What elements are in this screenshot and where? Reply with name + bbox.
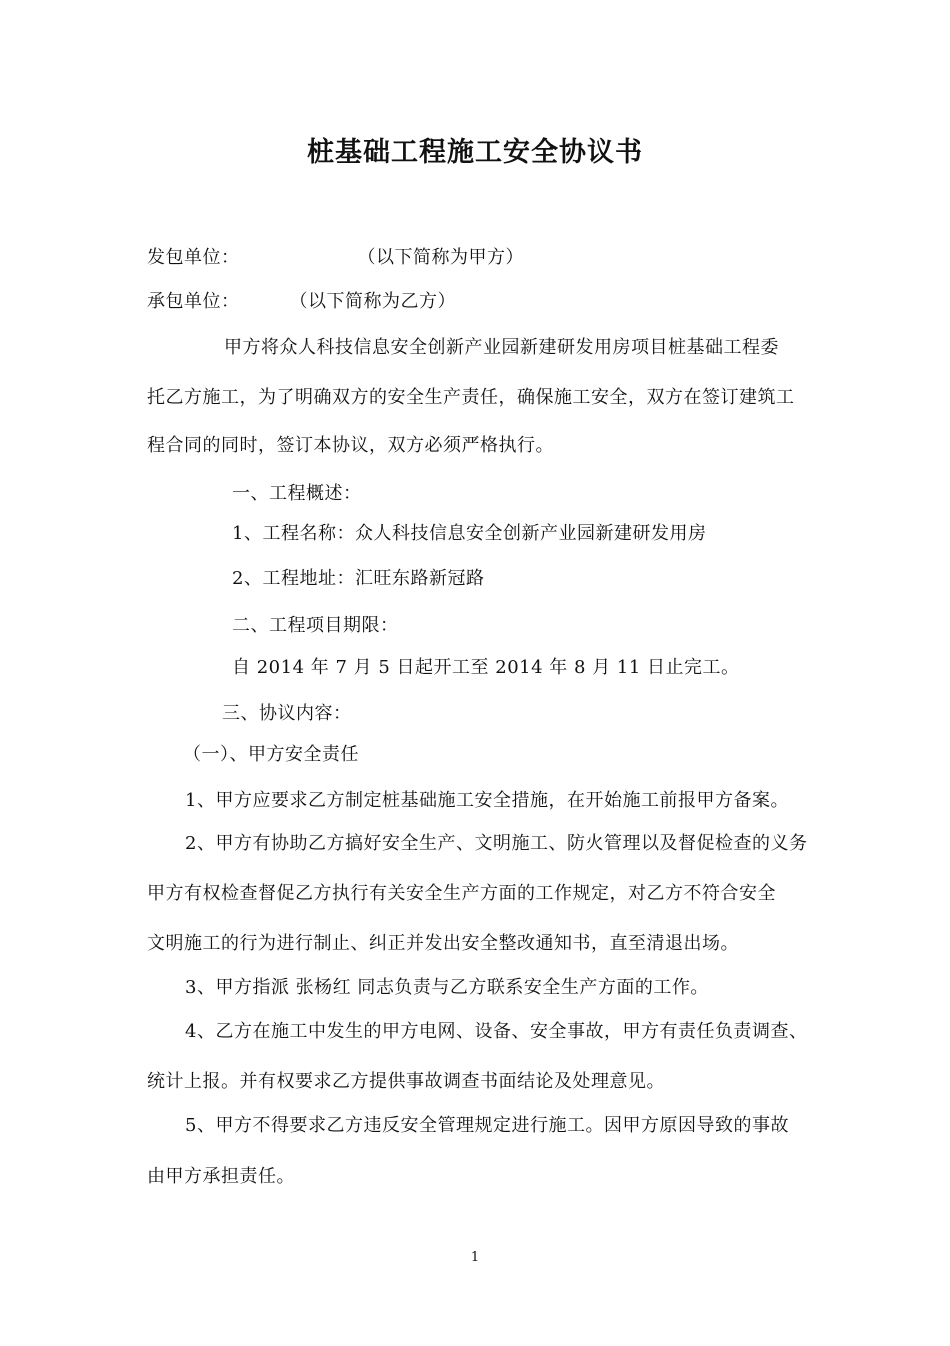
subsection1-heading: （一）、甲方安全责任 <box>183 744 359 765</box>
project-name: 1、工程名称：众人科技信息安全创新产业园新建研发用房 <box>232 523 707 544</box>
clause-2-line-2: 甲方有权检查督促乙方执行有关安全生产方面的工作规定，对乙方不符合安全 <box>147 883 776 904</box>
intro-line-3: 程合同的同时，签订本协议，双方必须严格执行。 <box>147 435 554 456</box>
party-b-label: 承包单位： <box>147 291 240 312</box>
section3-heading: 三、协议内容： <box>222 703 352 724</box>
party-b-line <box>147 290 456 314</box>
clause-3: 3、甲方指派 张杨红 同志负责与乙方联系安全生产方面的工作。 <box>185 977 709 998</box>
project-period: 自 2014 年 7 月 5 日起开工至 2014 年 8 月 11 日止完工。 <box>232 657 740 678</box>
party-b-note: （以下简称为乙方） <box>289 291 456 312</box>
section2-heading: 二、工程项目期限： <box>232 615 399 636</box>
party-a-note: （以下简称为甲方） <box>357 247 524 268</box>
section1-heading: 一、工程概述： <box>232 483 362 504</box>
page-number: 1 <box>470 1250 480 1265</box>
intro-line-1: 甲方将众人科技信息安全创新产业园新建研发用房项目桩基础工程委 <box>224 337 779 358</box>
clause-4-line-2: 统计上报。并有权要求乙方提供事故调查书面结论及处理意见。 <box>147 1071 665 1092</box>
project-address: 2、工程地址：汇旺东路新冠路 <box>232 568 485 589</box>
party-a-label: 发包单位： <box>147 247 240 268</box>
clause-5-line-2: 由甲方承担责任。 <box>147 1166 295 1187</box>
clause-4-line-1: 4、乙方在施工中发生的甲方电网、设备、安全事故，甲方有责任负责调查、 <box>185 1021 808 1042</box>
clause-2-line-1: 2、甲方有协助乙方搞好安全生产、文明施工、防火管理以及督促检查的义务 <box>185 833 808 854</box>
document-title: 桩基础工程施工安全协议书 <box>307 137 643 168</box>
clause-5-line-1: 5、甲方不得要求乙方违反安全管理规定进行施工。因甲方原因导致的事故 <box>185 1115 789 1136</box>
intro-line-2: 托乙方施工，为了明确双方的安全生产责任，确保施工安全，双方在签订建筑工 <box>147 387 795 408</box>
party-a-line <box>147 246 524 270</box>
clause-1: 1、甲方应要求乙方制定桩基础施工安全措施，在开始施工前报甲方备案。 <box>185 790 789 811</box>
clause-2-line-3: 文明施工的行为进行制止、纠正并发出安全整改通知书，直至清退出场。 <box>147 933 739 954</box>
